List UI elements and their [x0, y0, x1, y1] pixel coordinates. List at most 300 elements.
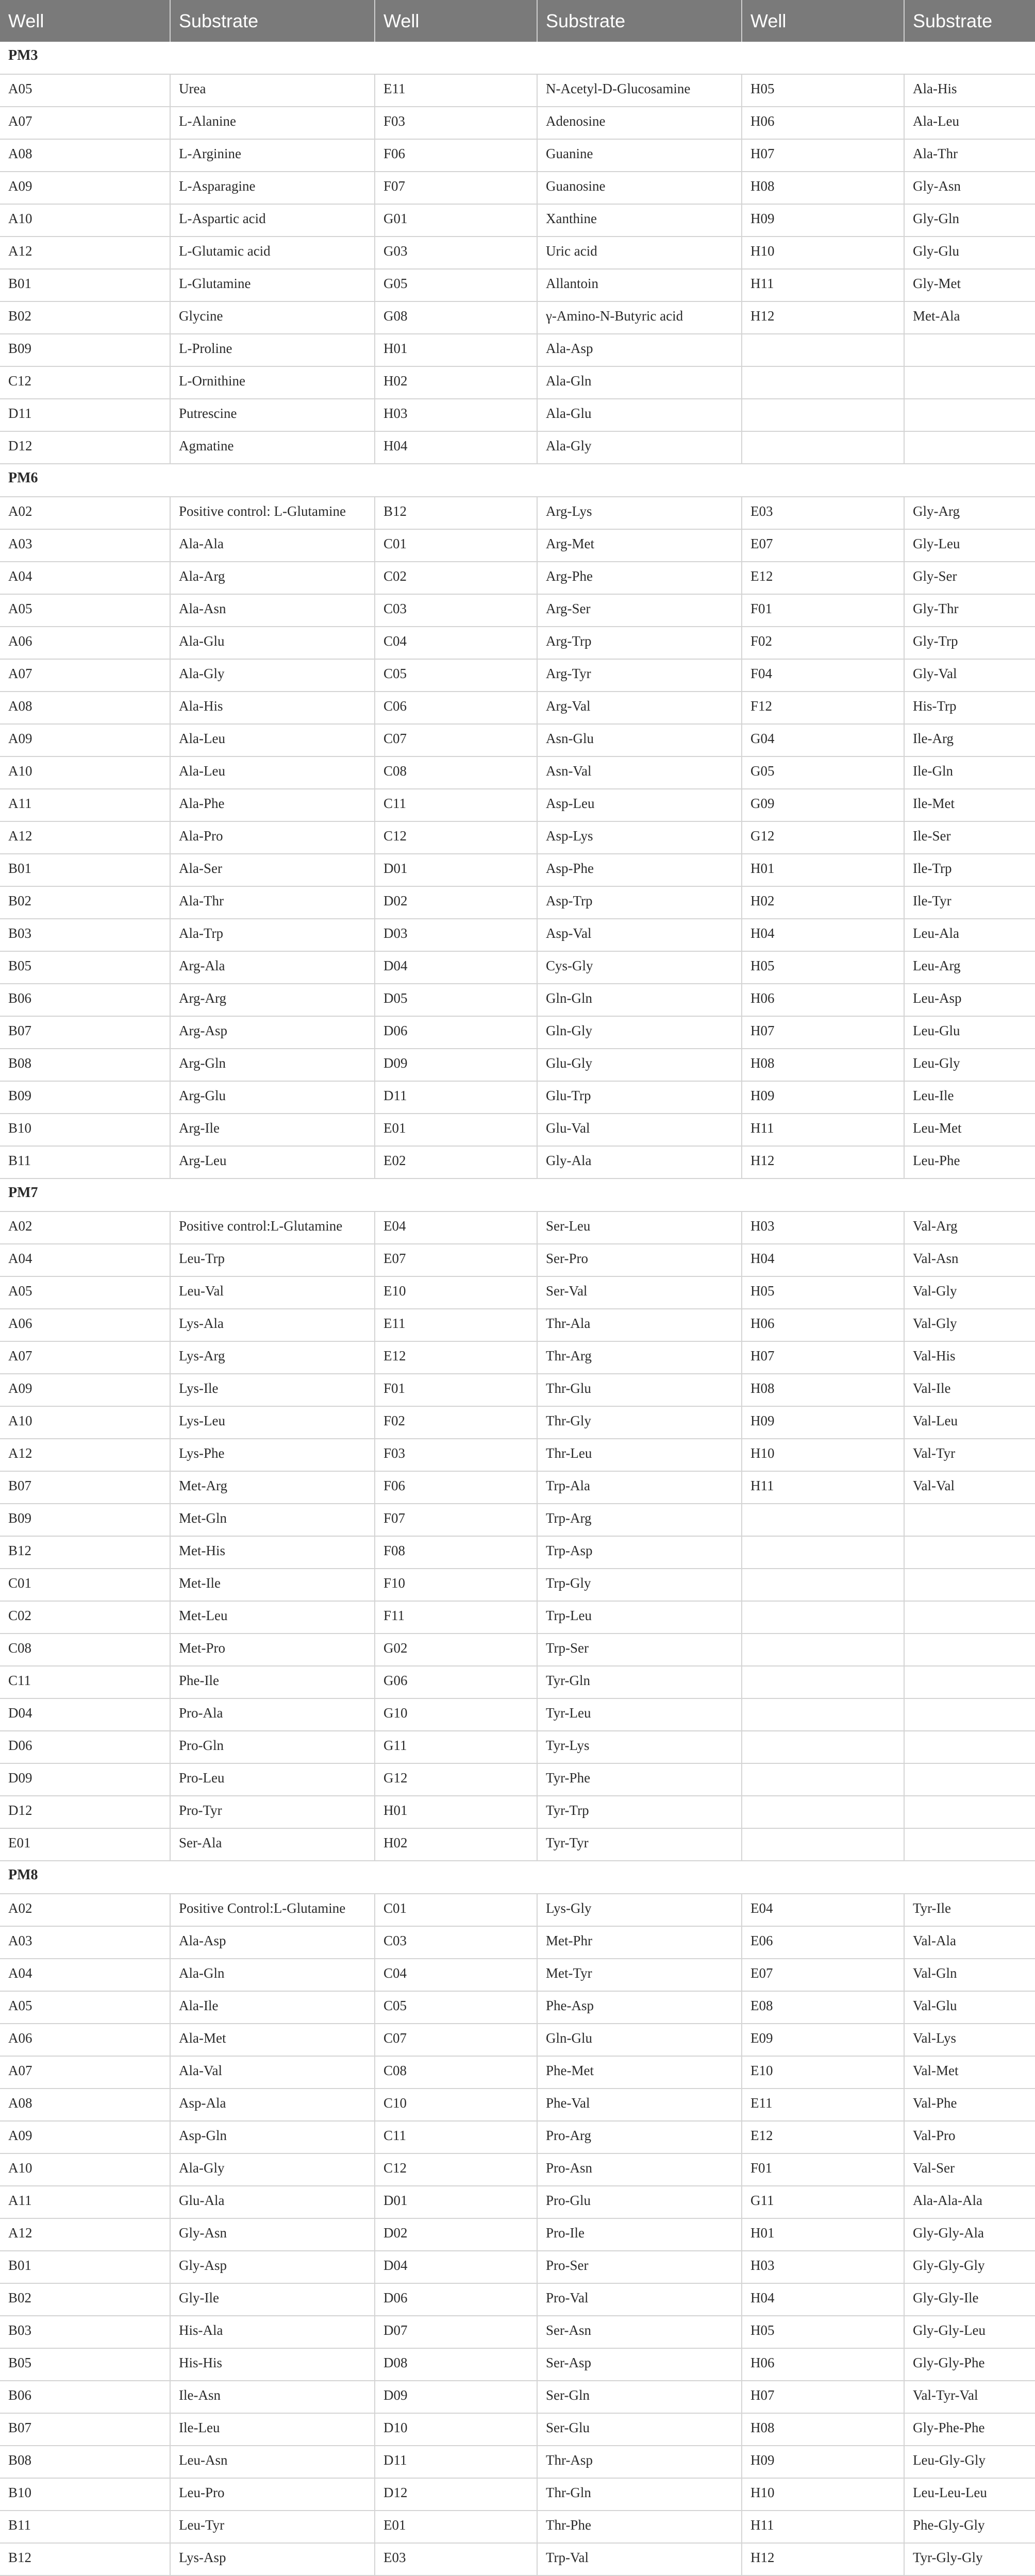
cell-substrate-3: Val-Met	[904, 2056, 1035, 2089]
cell-well-3: H04	[742, 1244, 904, 1276]
table-row	[0, 1211, 1035, 1244]
cell-well-1: A03	[0, 1926, 170, 1959]
cell-substrate-2: Gln-Glu	[537, 2024, 742, 2056]
cell-well-3: H09	[742, 1081, 904, 1114]
cell-substrate-1: Glu-Ala	[170, 2186, 375, 2218]
table-row	[0, 2381, 1035, 2413]
cell-substrate-2: Thr-Gly	[537, 1406, 742, 1439]
cell-well-1: D06	[0, 1731, 170, 1763]
cell-well-3: H01	[742, 2218, 904, 2251]
cell-substrate-1: Met-Gln	[170, 1504, 375, 1536]
cell-well-3: H04	[742, 919, 904, 951]
cell-substrate-2: Arg-Trp	[537, 627, 742, 659]
cell-substrate-2: Allantoin	[537, 269, 742, 301]
cell-substrate-3: Val-Arg	[904, 1211, 1035, 1244]
table-row	[0, 2283, 1035, 2316]
cell-well-1: B03	[0, 2316, 170, 2348]
cell-well-1: A07	[0, 2056, 170, 2089]
cell-substrate-2: Ser-Val	[537, 1276, 742, 1309]
cell-substrate-2: Asn-Glu	[537, 724, 742, 756]
table-row	[0, 951, 1035, 984]
cell-substrate-1: Asp-Ala	[170, 2089, 375, 2121]
cell-well-2: F02	[375, 1406, 537, 1439]
cell-well-1: A02	[0, 497, 170, 529]
cell-substrate-2: Gln-Gly	[537, 1016, 742, 1049]
table-row	[0, 919, 1035, 951]
cell-substrate-3	[904, 1796, 1035, 1828]
cell-well-1: A11	[0, 2186, 170, 2218]
cell-well-1: A12	[0, 1439, 170, 1471]
cell-substrate-1: Ala-Phe	[170, 789, 375, 821]
cell-substrate-1: Pro-Ala	[170, 1698, 375, 1731]
table-row	[0, 2478, 1035, 2511]
cell-substrate-1: Leu-Trp	[170, 1244, 375, 1276]
cell-substrate-3: Leu-Ala	[904, 919, 1035, 951]
table-row	[0, 1569, 1035, 1601]
cell-well-2: H02	[375, 366, 537, 399]
cell-well-3: H12	[742, 2543, 904, 2575]
cell-substrate-2: Arg-Phe	[537, 562, 742, 594]
cell-well-1: A04	[0, 562, 170, 594]
cell-well-2: C12	[375, 821, 537, 854]
cell-well-1: C02	[0, 1601, 170, 1634]
table-row	[0, 886, 1035, 919]
cell-well-3: H05	[742, 2316, 904, 2348]
cell-well-2: C07	[375, 2024, 537, 2056]
cell-substrate-1: Asp-Gln	[170, 2121, 375, 2153]
cell-substrate-3: Gly-Gly-Leu	[904, 2316, 1035, 2348]
cell-substrate-1: Urea	[170, 74, 375, 107]
cell-well-2: C04	[375, 627, 537, 659]
cell-substrate-2: Tyr-Lys	[537, 1731, 742, 1763]
cell-well-2: D09	[375, 1049, 537, 1081]
cell-well-1: A10	[0, 1406, 170, 1439]
cell-well-2: F06	[375, 139, 537, 172]
cell-well-1: B09	[0, 334, 170, 366]
group-header-row	[0, 464, 1035, 497]
cell-substrate-1: Ala-Thr	[170, 886, 375, 919]
cell-substrate-1: Pro-Gln	[170, 1731, 375, 1763]
cell-substrate-2: Gln-Gln	[537, 984, 742, 1016]
table-row	[0, 2446, 1035, 2478]
cell-well-2: D03	[375, 919, 537, 951]
cell-substrate-3: Ile-Tyr	[904, 886, 1035, 919]
table-row	[0, 2511, 1035, 2543]
cell-substrate-2: Ala-Glu	[537, 399, 742, 431]
cell-well-1: B06	[0, 984, 170, 1016]
cell-substrate-1: L-Aspartic acid	[170, 204, 375, 237]
cell-well-3: H07	[742, 2381, 904, 2413]
cell-substrate-1: Ala-Glu	[170, 627, 375, 659]
cell-well-2: D06	[375, 1016, 537, 1049]
cell-substrate-3	[904, 1504, 1035, 1536]
table-row	[0, 1763, 1035, 1796]
cell-substrate-1: Glycine	[170, 301, 375, 334]
table-row	[0, 334, 1035, 366]
cell-substrate-1: Ala-Ala	[170, 529, 375, 562]
cell-substrate-3: Val-Ser	[904, 2153, 1035, 2186]
cell-well-1: A06	[0, 1309, 170, 1341]
cell-well-1: A09	[0, 724, 170, 756]
cell-substrate-1: L-Arginine	[170, 139, 375, 172]
cell-well-1: C11	[0, 1666, 170, 1698]
cell-substrate-3: Ile-Gln	[904, 756, 1035, 789]
cell-well-1: C12	[0, 366, 170, 399]
cell-well-1: D09	[0, 1763, 170, 1796]
cell-substrate-1: Lys-Ala	[170, 1309, 375, 1341]
cell-well-1: B05	[0, 951, 170, 984]
cell-well-3: E07	[742, 529, 904, 562]
cell-substrate-2: Trp-Arg	[537, 1504, 742, 1536]
cell-substrate-1: Arg-Leu	[170, 1146, 375, 1178]
cell-well-2: E01	[375, 1114, 537, 1146]
cell-well-2: C08	[375, 756, 537, 789]
table-row	[0, 2348, 1035, 2381]
cell-well-3	[742, 1698, 904, 1731]
cell-substrate-2: Glu-Val	[537, 1114, 742, 1146]
cell-well-1: A02	[0, 1894, 170, 1926]
cell-substrate-1: Ala-His	[170, 692, 375, 724]
cell-well-3: H08	[742, 1374, 904, 1406]
cell-well-3: H12	[742, 1146, 904, 1178]
cell-substrate-3	[904, 1666, 1035, 1698]
cell-substrate-2: Ala-Asp	[537, 334, 742, 366]
cell-well-1: A12	[0, 821, 170, 854]
cell-well-3: H11	[742, 2511, 904, 2543]
cell-well-1: A07	[0, 1341, 170, 1374]
table-row	[0, 204, 1035, 237]
cell-well-1: C08	[0, 1634, 170, 1666]
header-well-3: Well	[742, 0, 904, 42]
cell-well-2: F10	[375, 1569, 537, 1601]
cell-substrate-1: Leu-Asn	[170, 2446, 375, 2478]
cell-well-3: H06	[742, 2348, 904, 2381]
table-row	[0, 1601, 1035, 1634]
cell-well-1: B01	[0, 854, 170, 886]
table-row	[0, 1049, 1035, 1081]
cell-well-1: E01	[0, 1828, 170, 1861]
cell-substrate-2: Phe-Asp	[537, 1991, 742, 2024]
cell-well-1: B02	[0, 301, 170, 334]
cell-well-2: E11	[375, 1309, 537, 1341]
cell-substrate-3: Leu-Leu-Leu	[904, 2478, 1035, 2511]
cell-well-1: A05	[0, 74, 170, 107]
cell-well-1: A02	[0, 1211, 170, 1244]
table-row	[0, 854, 1035, 886]
cell-substrate-1: Gly-Asn	[170, 2218, 375, 2251]
cell-substrate-2: Trp-Ala	[537, 1471, 742, 1504]
cell-well-2: F03	[375, 107, 537, 139]
cell-well-2: D01	[375, 2186, 537, 2218]
cell-substrate-3	[904, 1601, 1035, 1634]
cell-substrate-3	[904, 1634, 1035, 1666]
cell-well-3: F01	[742, 594, 904, 627]
cell-substrate-1: Ala-Gln	[170, 1959, 375, 1991]
cell-substrate-2: Trp-Gly	[537, 1569, 742, 1601]
cell-well-3: G12	[742, 821, 904, 854]
cell-substrate-3: Gly-Glu	[904, 237, 1035, 269]
cell-substrate-1: Ile-Asn	[170, 2381, 375, 2413]
table-row	[0, 529, 1035, 562]
cell-substrate-3: Leu-Glu	[904, 1016, 1035, 1049]
cell-well-1: B10	[0, 2478, 170, 2511]
table-body	[0, 42, 1035, 2575]
cell-well-1: D11	[0, 399, 170, 431]
cell-well-3	[742, 1731, 904, 1763]
table-row	[0, 1309, 1035, 1341]
table-row	[0, 659, 1035, 692]
cell-well-1: B09	[0, 1504, 170, 1536]
cell-substrate-3: Phe-Gly-Gly	[904, 2511, 1035, 2543]
cell-substrate-1: Ala-Ile	[170, 1991, 375, 2024]
cell-well-2: E10	[375, 1276, 537, 1309]
cell-well-3: H01	[742, 854, 904, 886]
cell-well-2: F08	[375, 1536, 537, 1569]
cell-well-2: C02	[375, 562, 537, 594]
cell-substrate-1: Ala-Gly	[170, 2153, 375, 2186]
table-row	[0, 562, 1035, 594]
cell-well-3: E07	[742, 1959, 904, 1991]
cell-well-3: H06	[742, 984, 904, 1016]
cell-well-3	[742, 1569, 904, 1601]
cell-substrate-3	[904, 1763, 1035, 1796]
cell-substrate-3: Val-Asn	[904, 1244, 1035, 1276]
cell-substrate-1: Lys-Asp	[170, 2543, 375, 2575]
cell-substrate-1: Ile-Leu	[170, 2413, 375, 2446]
cell-substrate-2: Phe-Met	[537, 2056, 742, 2089]
cell-well-1: A12	[0, 2218, 170, 2251]
cell-well-1: A05	[0, 594, 170, 627]
cell-well-1: D04	[0, 1698, 170, 1731]
cell-substrate-1: L-Glutamic acid	[170, 237, 375, 269]
cell-substrate-1: Lys-Leu	[170, 1406, 375, 1439]
cell-well-3: G11	[742, 2186, 904, 2218]
table-row	[0, 2316, 1035, 2348]
cell-substrate-1: Positive control:L-Glutamine	[170, 1211, 375, 1244]
table-row	[0, 627, 1035, 659]
cell-well-1: A03	[0, 529, 170, 562]
cell-well-1: A10	[0, 204, 170, 237]
table-row	[0, 139, 1035, 172]
table-row	[0, 366, 1035, 399]
cell-substrate-1: Putrescine	[170, 399, 375, 431]
cell-substrate-3: Val-Gly	[904, 1309, 1035, 1341]
cell-well-2: D12	[375, 2478, 537, 2511]
cell-well-3: H09	[742, 1406, 904, 1439]
cell-substrate-3	[904, 366, 1035, 399]
header-well-2: Well	[375, 0, 537, 42]
cell-well-1: B06	[0, 2381, 170, 2413]
cell-substrate-2: Thr-Glu	[537, 1374, 742, 1406]
cell-well-2: H01	[375, 1796, 537, 1828]
table-row	[0, 594, 1035, 627]
table-row	[0, 2089, 1035, 2121]
table-row	[0, 1504, 1035, 1536]
cell-substrate-2: Thr-Phe	[537, 2511, 742, 2543]
cell-substrate-1: Agmatine	[170, 431, 375, 464]
cell-substrate-2: Pro-Ser	[537, 2251, 742, 2283]
cell-substrate-1: Ala-Pro	[170, 821, 375, 854]
cell-substrate-3: Gly-Trp	[904, 627, 1035, 659]
table-row	[0, 692, 1035, 724]
cell-substrate-2: Ser-Glu	[537, 2413, 742, 2446]
cell-well-3: H09	[742, 2446, 904, 2478]
cell-substrate-3: His-Trp	[904, 692, 1035, 724]
cell-well-3: E09	[742, 2024, 904, 2056]
table-row	[0, 431, 1035, 464]
cell-substrate-3: Leu-Met	[904, 1114, 1035, 1146]
cell-substrate-1: Ala-Met	[170, 2024, 375, 2056]
cell-well-3	[742, 399, 904, 431]
cell-well-2: F07	[375, 172, 537, 204]
table-row	[0, 1698, 1035, 1731]
cell-well-3: H12	[742, 301, 904, 334]
cell-substrate-2: Glu-Gly	[537, 1049, 742, 1081]
cell-substrate-2: Arg-Val	[537, 692, 742, 724]
cell-substrate-1: Met-His	[170, 1536, 375, 1569]
cell-well-2: H02	[375, 1828, 537, 1861]
header-well-1: Well	[0, 0, 170, 42]
cell-substrate-2: Tyr-Gln	[537, 1666, 742, 1698]
cell-substrate-3: Val-His	[904, 1341, 1035, 1374]
cell-substrate-1: Arg-Gln	[170, 1049, 375, 1081]
cell-substrate-2: Thr-Gln	[537, 2478, 742, 2511]
cell-substrate-2: Ala-Gln	[537, 366, 742, 399]
cell-well-1: A12	[0, 237, 170, 269]
header-substrate-1: Substrate	[170, 0, 375, 42]
cell-well-2: G01	[375, 204, 537, 237]
header-row	[0, 0, 1035, 42]
table-row	[0, 1536, 1035, 1569]
cell-substrate-3: Tyr-Gly-Gly	[904, 2543, 1035, 2575]
cell-well-1: B03	[0, 919, 170, 951]
cell-substrate-3: Val-Tyr-Val	[904, 2381, 1035, 2413]
cell-substrate-3: Leu-Gly-Gly	[904, 2446, 1035, 2478]
cell-well-2: C11	[375, 789, 537, 821]
cell-well-2: D04	[375, 951, 537, 984]
cell-well-3: H07	[742, 1341, 904, 1374]
cell-substrate-2: Trp-Asp	[537, 1536, 742, 1569]
table-row	[0, 1276, 1035, 1309]
table-row	[0, 1341, 1035, 1374]
cell-substrate-2: Pro-Asn	[537, 2153, 742, 2186]
cell-well-1: B07	[0, 2413, 170, 2446]
cell-well-1: D12	[0, 431, 170, 464]
cell-substrate-3	[904, 1569, 1035, 1601]
cell-well-1: B07	[0, 1471, 170, 1504]
cell-substrate-1: Ala-Ser	[170, 854, 375, 886]
cell-well-1: A04	[0, 1244, 170, 1276]
cell-well-1: A09	[0, 172, 170, 204]
cell-well-3	[742, 1634, 904, 1666]
cell-well-2: D06	[375, 2283, 537, 2316]
cell-substrate-2: Lys-Gly	[537, 1894, 742, 1926]
cell-substrate-2: Arg-Ser	[537, 594, 742, 627]
cell-substrate-3	[904, 1731, 1035, 1763]
cell-well-3: F01	[742, 2153, 904, 2186]
cell-substrate-1: Positive control: L-Glutamine	[170, 497, 375, 529]
table-row	[0, 2153, 1035, 2186]
cell-substrate-3	[904, 1536, 1035, 1569]
table-row	[0, 1959, 1035, 1991]
cell-substrate-2: Tyr-Trp	[537, 1796, 742, 1828]
cell-substrate-1: Ala-Asn	[170, 594, 375, 627]
table-row	[0, 724, 1035, 756]
cell-substrate-2: Trp-Val	[537, 2543, 742, 2575]
cell-substrate-3: Val-Lys	[904, 2024, 1035, 2056]
cell-substrate-2: Glu-Trp	[537, 1081, 742, 1114]
table-row	[0, 1374, 1035, 1406]
cell-substrate-2: Asp-Leu	[537, 789, 742, 821]
cell-substrate-3: Val-Gly	[904, 1276, 1035, 1309]
cell-substrate-3: Leu-Arg	[904, 951, 1035, 984]
group-label: PM7	[0, 1178, 1035, 1211]
cell-well-3: H05	[742, 1276, 904, 1309]
table-row	[0, 2413, 1035, 2446]
cell-substrate-1: Positive Control:L-Glutamine	[170, 1894, 375, 1926]
cell-well-2: H01	[375, 334, 537, 366]
group-label: PM6	[0, 464, 1035, 497]
cell-well-3	[742, 1666, 904, 1698]
cell-substrate-1: L-Proline	[170, 334, 375, 366]
cell-substrate-3: Val-Leu	[904, 1406, 1035, 1439]
cell-well-2: D07	[375, 2316, 537, 2348]
cell-substrate-3: Ala-Thr	[904, 139, 1035, 172]
cell-substrate-1: Ala-Gly	[170, 659, 375, 692]
cell-substrate-3: Leu-Gly	[904, 1049, 1035, 1081]
cell-well-2: F03	[375, 1439, 537, 1471]
cell-well-2: G12	[375, 1763, 537, 1796]
cell-well-3: H11	[742, 1471, 904, 1504]
cell-substrate-2: Ser-Asn	[537, 2316, 742, 2348]
cell-well-2: C10	[375, 2089, 537, 2121]
cell-well-3: G09	[742, 789, 904, 821]
cell-substrate-2: Pro-Val	[537, 2283, 742, 2316]
cell-well-1: C01	[0, 1569, 170, 1601]
cell-well-1: A05	[0, 1276, 170, 1309]
cell-substrate-1: Met-Ile	[170, 1569, 375, 1601]
cell-well-3: E12	[742, 2121, 904, 2153]
table-row	[0, 237, 1035, 269]
table-row	[0, 2543, 1035, 2575]
cell-well-2: C01	[375, 529, 537, 562]
cell-substrate-1: Met-Arg	[170, 1471, 375, 1504]
cell-substrate-3: Gly-Gly-Ala	[904, 2218, 1035, 2251]
cell-well-2: D05	[375, 984, 537, 1016]
table-row	[0, 789, 1035, 821]
cell-substrate-2: Ser-Leu	[537, 1211, 742, 1244]
cell-substrate-2: Tyr-Tyr	[537, 1828, 742, 1861]
cell-well-1: A10	[0, 2153, 170, 2186]
cell-substrate-1: Arg-Arg	[170, 984, 375, 1016]
cell-well-2: H03	[375, 399, 537, 431]
cell-substrate-1: Gly-Asp	[170, 2251, 375, 2283]
cell-substrate-1: Met-Pro	[170, 1634, 375, 1666]
cell-well-1: B07	[0, 1016, 170, 1049]
cell-substrate-3: Leu-Asp	[904, 984, 1035, 1016]
cell-substrate-1: His-His	[170, 2348, 375, 2381]
table-row	[0, 2186, 1035, 2218]
cell-well-3	[742, 366, 904, 399]
cell-substrate-2: Cys-Gly	[537, 951, 742, 984]
cell-well-3: H10	[742, 1439, 904, 1471]
cell-well-2: C11	[375, 2121, 537, 2153]
cell-well-1: B09	[0, 1081, 170, 1114]
cell-substrate-1: Lys-Ile	[170, 1374, 375, 1406]
cell-substrate-1: Ala-Leu	[170, 724, 375, 756]
cell-substrate-3: Ala-His	[904, 74, 1035, 107]
cell-well-2: F07	[375, 1504, 537, 1536]
